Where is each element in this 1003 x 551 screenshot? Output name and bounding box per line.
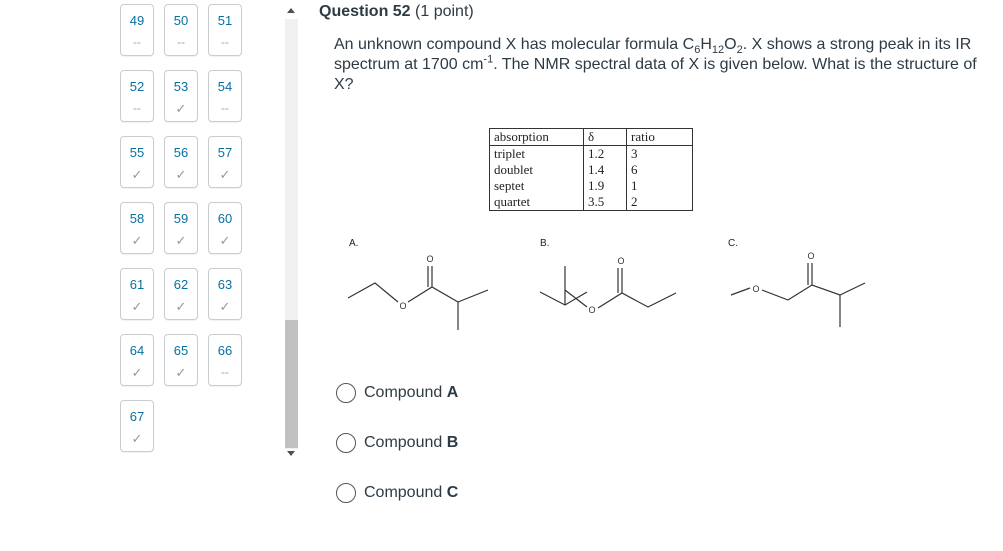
- question-number: 55: [129, 145, 145, 160]
- question-number: 50: [173, 13, 189, 28]
- oxygen-atom-label: O: [426, 254, 434, 264]
- question-tile-49[interactable]: [120, 4, 154, 56]
- unanswered-indicator: --: [177, 35, 185, 49]
- structure-c-label: C.: [728, 238, 738, 249]
- checkmark-icon: ✓: [131, 431, 143, 446]
- option-prefix: Compound: [364, 384, 447, 401]
- table-cell: doublet: [490, 162, 584, 178]
- question-tile-54[interactable]: [208, 70, 242, 122]
- question-number: 62: [173, 277, 189, 292]
- option-label: [364, 434, 458, 452]
- option-label: [364, 484, 458, 502]
- question-number: 53: [173, 79, 189, 94]
- option-prefix: Compound: [364, 484, 447, 501]
- table-cell: 1.4: [584, 162, 627, 178]
- table-cell: 1: [627, 178, 693, 194]
- checkmark-icon: ✓: [131, 365, 143, 380]
- question-number: 59: [173, 211, 189, 226]
- table-cell: 3: [627, 146, 693, 163]
- table-cell: 1.9: [584, 178, 627, 194]
- option-letter: B: [446, 434, 459, 451]
- question-text-segment: . The NMR spectral data of X is given below. What is the structure of X?: [334, 56, 977, 93]
- unanswered-indicator: --: [221, 101, 229, 115]
- table-cell: 1.2: [584, 146, 627, 163]
- question-text: [334, 35, 994, 95]
- checkmark-icon: ✓: [131, 233, 143, 248]
- oxygen-atom-label: O: [807, 251, 815, 261]
- question-title: Question 52: [319, 3, 411, 20]
- question-number: 52: [129, 79, 145, 94]
- superscript: -1: [483, 53, 494, 66]
- question-number: 56: [173, 145, 189, 160]
- structure-a-diagram: [340, 250, 500, 340]
- oxygen-atom-label: O: [399, 301, 407, 311]
- question-text-segment: H: [700, 36, 712, 53]
- checkmark-icon: ✓: [175, 365, 187, 380]
- question-points: (1 point): [415, 3, 474, 20]
- radio-button[interactable]: [336, 433, 356, 453]
- question-text-segment: An unknown compound X has molecular formula C: [334, 36, 695, 53]
- checkmark-icon: ✓: [175, 233, 187, 248]
- table-cell: triplet: [490, 146, 584, 163]
- question-tile-57[interactable]: [208, 136, 242, 188]
- structure-b-diagram: [535, 250, 695, 340]
- radio-button[interactable]: [336, 383, 356, 403]
- checkmark-icon: ✓: [175, 299, 187, 314]
- table-cell: 6: [627, 162, 693, 178]
- question-text-segment: O: [724, 36, 737, 53]
- unanswered-indicator: --: [221, 35, 229, 49]
- question-tile-58[interactable]: [120, 202, 154, 254]
- question-tile-52[interactable]: [120, 70, 154, 122]
- nmr-data-table: [489, 128, 693, 211]
- question-tile-64[interactable]: [120, 334, 154, 386]
- column-header-ratio: ratio: [627, 129, 693, 146]
- scroll-down-arrow-icon[interactable]: [287, 451, 295, 456]
- question-tile-63[interactable]: [208, 268, 242, 320]
- structure-c-diagram: [725, 245, 875, 335]
- table-row: [490, 194, 693, 211]
- checkmark-icon: ✓: [175, 167, 187, 182]
- subscript: 2: [736, 44, 743, 57]
- skeletal-bonds: [348, 266, 488, 330]
- question-tile-51[interactable]: [208, 4, 242, 56]
- unanswered-indicator: --: [133, 35, 141, 49]
- question-number: 58: [129, 211, 145, 226]
- question-tile-53[interactable]: [164, 70, 198, 122]
- question-number: 60: [217, 211, 233, 226]
- skeletal-bonds: [731, 263, 865, 327]
- question-tile-61[interactable]: [120, 268, 154, 320]
- question-tile-66[interactable]: [208, 334, 242, 386]
- checkmark-icon: ✓: [219, 299, 231, 314]
- oxygen-atom-label: O: [617, 256, 625, 266]
- option-letter: A: [446, 384, 459, 401]
- checkmark-icon: ✓: [175, 101, 187, 116]
- structure-a-label: A.: [349, 238, 359, 249]
- question-number: 64: [129, 343, 145, 358]
- question-tile-55[interactable]: [120, 136, 154, 188]
- unanswered-indicator: --: [133, 101, 141, 115]
- column-header-absorption: absorption: [490, 129, 584, 146]
- scroll-up-arrow-icon[interactable]: [287, 8, 295, 13]
- table-cell: 2: [627, 194, 693, 211]
- question-tile-59[interactable]: [164, 202, 198, 254]
- question-number: 51: [217, 13, 233, 28]
- question-tile-67[interactable]: [120, 400, 154, 452]
- question-number: 57: [217, 145, 233, 160]
- table-cell: septet: [490, 178, 584, 194]
- subscript: 12: [711, 44, 725, 57]
- question-tile-62[interactable]: [164, 268, 198, 320]
- skeletal-bonds: [540, 266, 676, 308]
- checkmark-icon: ✓: [131, 299, 143, 314]
- question-tile-50[interactable]: [164, 4, 198, 56]
- question-number: 65: [173, 343, 189, 358]
- question-tile-60[interactable]: [208, 202, 242, 254]
- option-prefix: Compound: [364, 434, 447, 451]
- table-row: [490, 146, 693, 163]
- structure-b-label: B.: [540, 238, 550, 249]
- question-header: [319, 3, 474, 21]
- oxygen-atom-label: O: [752, 284, 760, 294]
- question-number: 61: [129, 277, 145, 292]
- oxygen-atom-label: O: [588, 305, 596, 315]
- question-tile-56[interactable]: [164, 136, 198, 188]
- question-number: 67: [129, 409, 145, 424]
- checkmark-icon: ✓: [219, 167, 231, 182]
- checkmark-icon: ✓: [219, 233, 231, 248]
- question-number: 66: [217, 343, 233, 358]
- unanswered-indicator: --: [221, 365, 229, 379]
- question-number: 49: [129, 13, 145, 28]
- table-row: [490, 178, 693, 194]
- table-header-row: [490, 129, 693, 146]
- question-text-segment: . X shows a strong peak in its IR spectrum at 1700 cm: [334, 36, 972, 73]
- radio-button[interactable]: [336, 483, 356, 503]
- table-row: [490, 162, 693, 178]
- column-header-delta: δ: [584, 129, 627, 146]
- option-label: [364, 384, 458, 402]
- table-cell: quartet: [490, 194, 584, 211]
- checkmark-icon: ✓: [131, 167, 143, 182]
- table-cell: 3.5: [584, 194, 627, 211]
- option-letter: C: [446, 484, 459, 501]
- scroll-thumb[interactable]: [285, 320, 298, 448]
- question-number: 63: [217, 277, 233, 292]
- subscript: 6: [694, 44, 701, 57]
- scrollbar[interactable]: [283, 5, 300, 461]
- question-tile-65[interactable]: [164, 334, 198, 386]
- question-number: 54: [217, 79, 233, 94]
